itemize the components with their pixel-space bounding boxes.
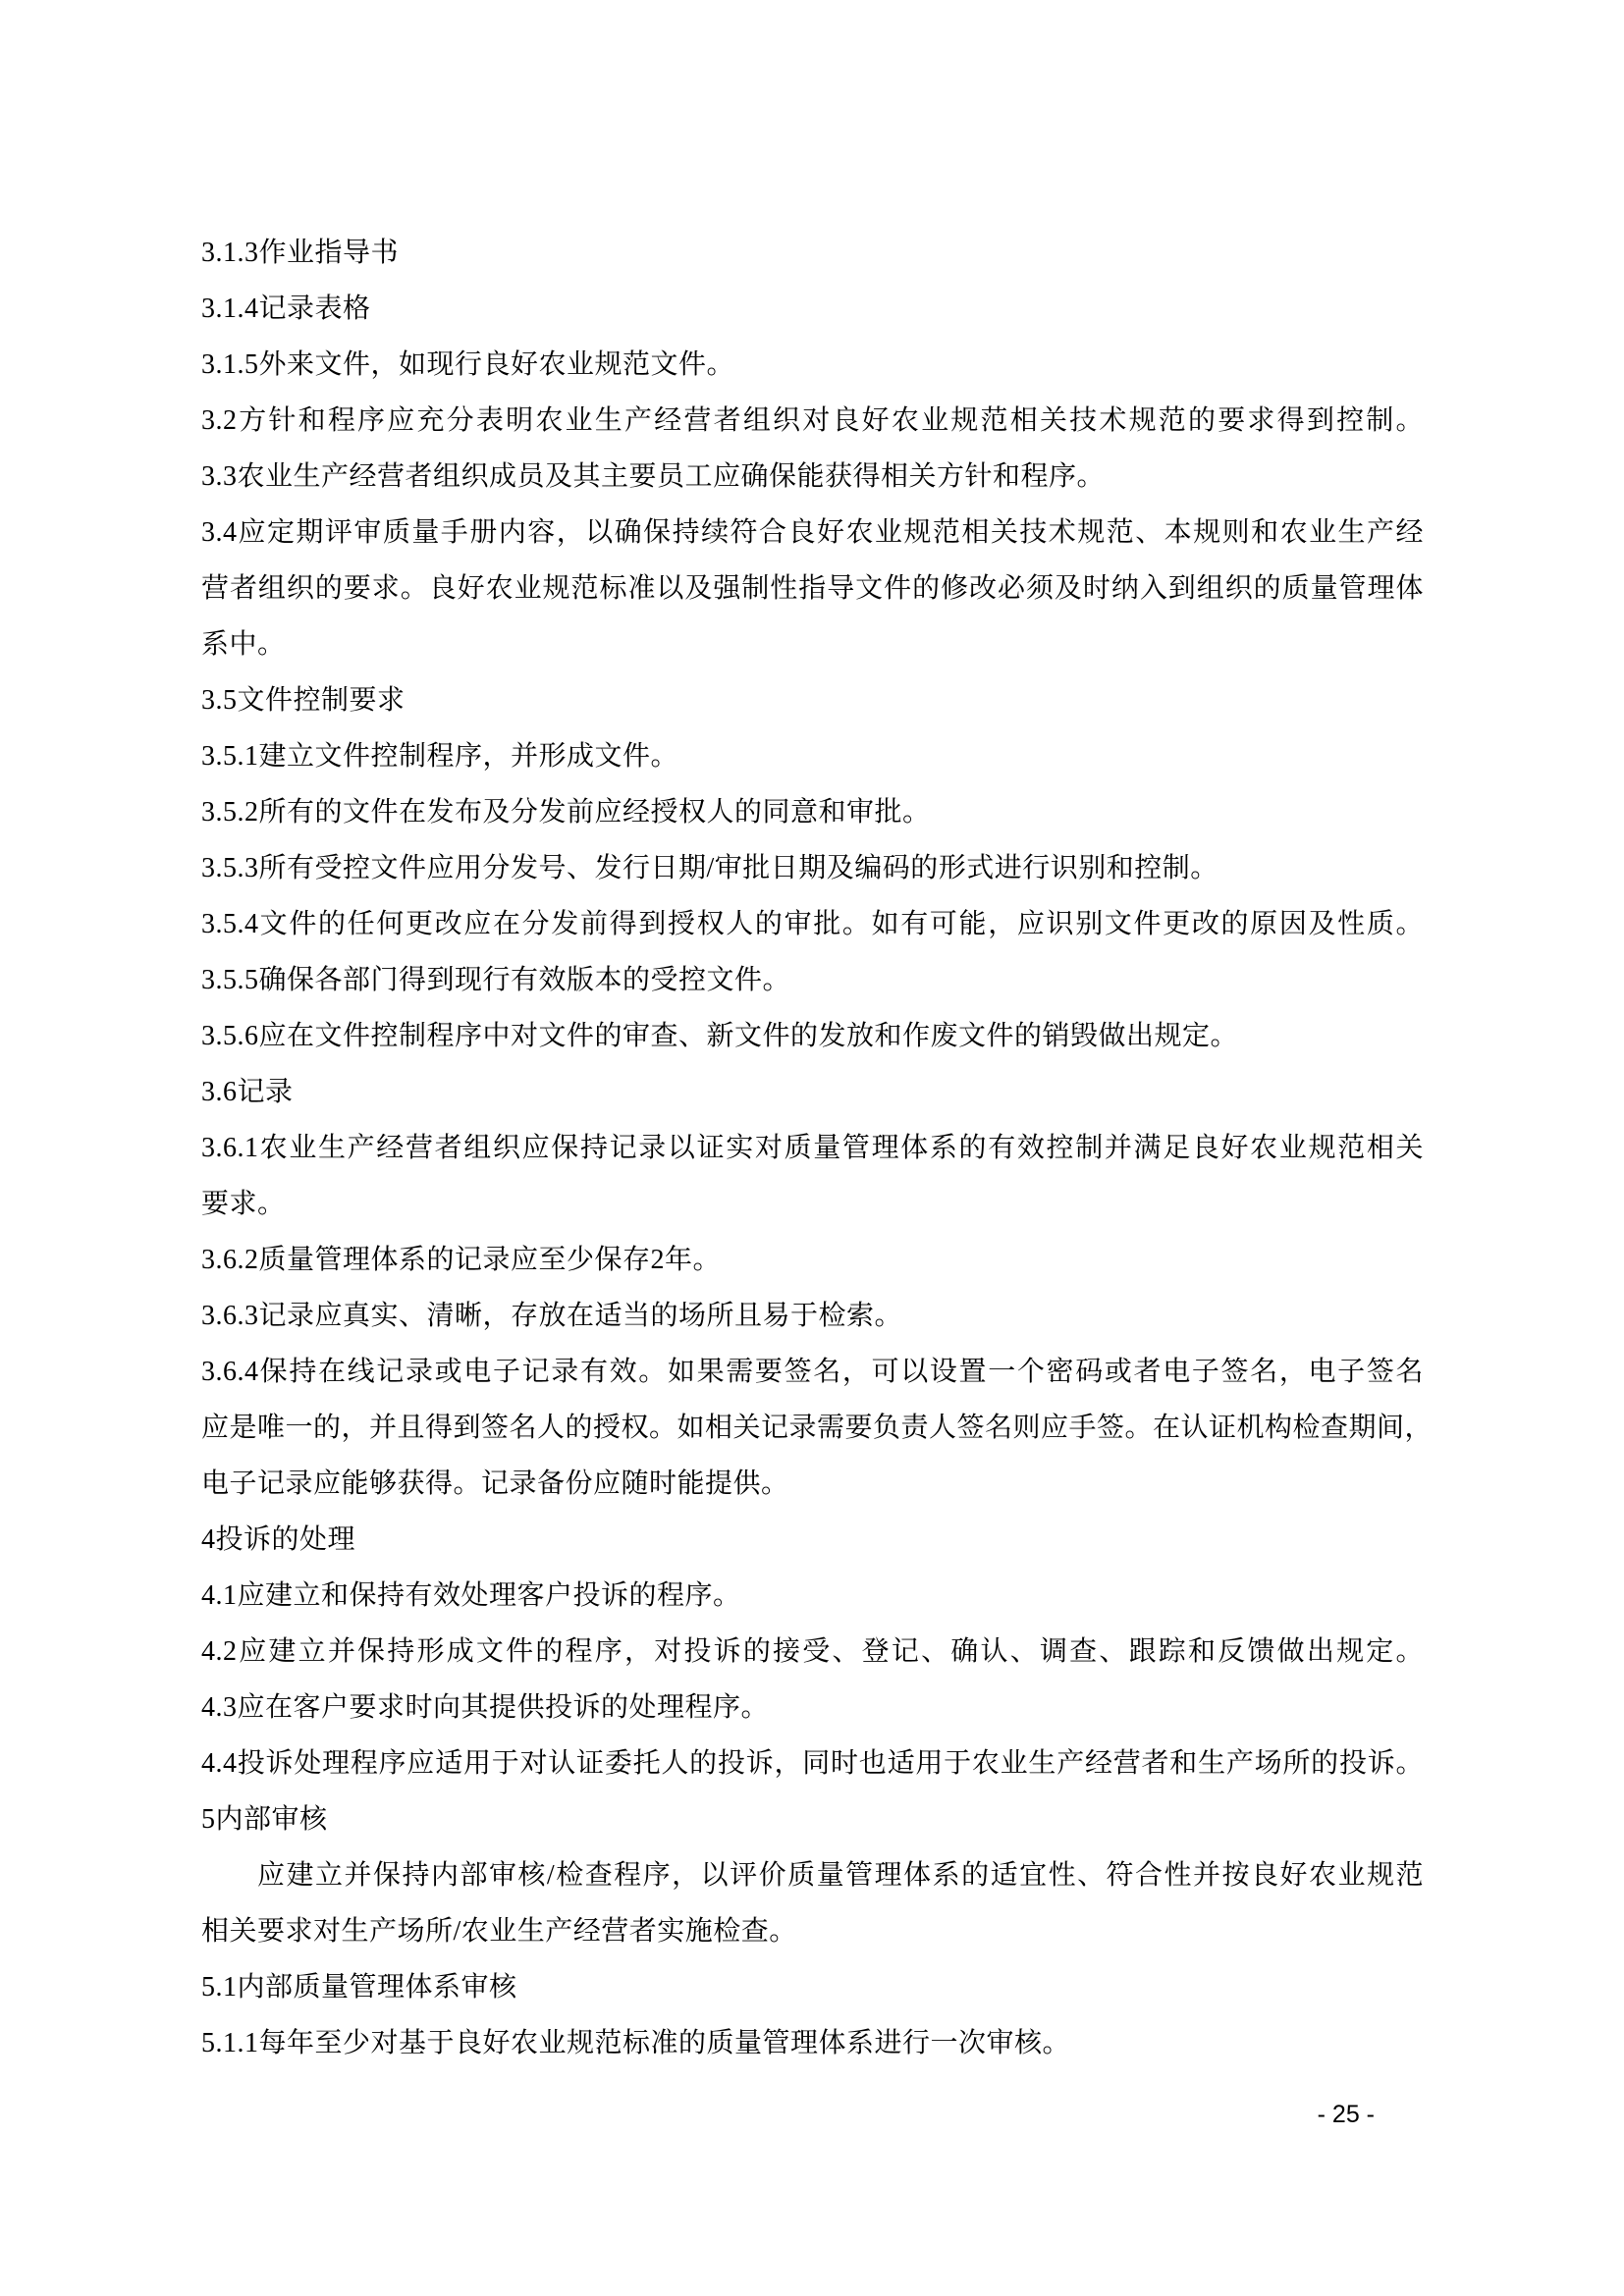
text-line: 3.6.4保持在线记录或电子记录有效。如果需要签名，可以设置一个密码或者电子签名，电子签名 bbox=[201, 1357, 1424, 1387]
text-line: 4.4投诉处理程序应适用于对认证委托人的投诉，同时也适用于农业生产经营者和生产场所的投诉。 bbox=[201, 1748, 1424, 1779]
text-line: 4投诉的处理 bbox=[201, 1524, 356, 1555]
document-body bbox=[201, 225, 1434, 2071]
text-line: 3.6.1农业生产经营者组织应保持记录以证实对质量管理体系的有效控制并满足良好农业规范相关 bbox=[201, 1133, 1424, 1163]
text-line: 3.6.3记录应真实、清晰，存放在适当的场所且易于检索。 bbox=[201, 1301, 903, 1331]
text-line: 5.1内部质量管理体系审核 bbox=[201, 1972, 517, 2002]
text-line: 3.5.6应在文件控制程序中对文件的审查、新文件的发放和作废文件的销毁做出规定。 bbox=[201, 1021, 1239, 1051]
text-line: 相关要求对生产场所/农业生产经营者实施检查。 bbox=[201, 1916, 797, 1947]
text-line: 3.1.3作业指导书 bbox=[201, 238, 400, 268]
text-line: 3.5.2所有的文件在发布及分发前应经授权人的同意和审批。 bbox=[201, 797, 931, 828]
text-line: 应建立并保持内部审核/检查程序，以评价质量管理体系的适宜性、符合性并按良好农业规范 bbox=[257, 1860, 1424, 1891]
page-number: - 25 - bbox=[1317, 2101, 1375, 2128]
text-line: 3.5.4文件的任何更改应在分发前得到授权人的审批。如有可能，应识别文件更改的原因及性质。 bbox=[201, 909, 1424, 939]
text-line: 3.4应定期评审质量手册内容，以确保持续符合良好农业规范相关技术规范、本规则和农业生产经 bbox=[201, 517, 1424, 548]
text-line: 3.5.5确保各部门得到现行有效版本的受控文件。 bbox=[201, 965, 791, 995]
text-line: 5内部审核 bbox=[201, 1804, 328, 1835]
text-line: 营者组织的要求。良好农业规范标准以及强制性指导文件的修改必须及时纳入到组织的质量管理体 bbox=[201, 573, 1424, 604]
text-line: 3.6记录 bbox=[201, 1077, 294, 1107]
text-line: 3.2方针和程序应充分表明农业生产经营者组织对良好农业规范相关技术规范的要求得到控制。 bbox=[201, 405, 1424, 436]
text-line: 5.1.1每年至少对基于良好农业规范标准的质量管理体系进行一次审核。 bbox=[201, 2028, 1071, 2058]
text-line: 3.1.4记录表格 bbox=[201, 294, 371, 324]
text-line: 要求。 bbox=[201, 1189, 286, 1219]
text-line: 3.3农业生产经营者组织成员及其主要员工应确保能获得相关方针和程序。 bbox=[201, 461, 1106, 492]
text-line: 3.5文件控制要求 bbox=[201, 685, 406, 716]
text-line: 3.6.2质量管理体系的记录应至少保存2年。 bbox=[201, 1245, 722, 1275]
text-line: 3.5.1建立文件控制程序，并形成文件。 bbox=[201, 741, 679, 772]
text-line: 4.2应建立并保持形成文件的程序，对投诉的接受、登记、确认、调查、跟踪和反馈做出规定。 bbox=[201, 1636, 1424, 1667]
text-line: 4.3应在客户要求时向其提供投诉的处理程序。 bbox=[201, 1692, 770, 1723]
text-line: 系中。 bbox=[201, 629, 286, 660]
text-line: 3.5.3所有受控文件应用分发号、发行日期/审批日期及编码的形式进行识别和控制。 bbox=[201, 853, 1218, 883]
text-line: 应是唯一的，并且得到签名人的授权。如相关记录需要负责人签名则应手签。在认证机构检查期间， bbox=[201, 1413, 1434, 1443]
text-line: 4.1应建立和保持有效处理客户投诉的程序。 bbox=[201, 1580, 741, 1611]
text-line: 3.1.5外来文件，如现行良好农业规范文件。 bbox=[201, 349, 735, 380]
text-line: 电子记录应能够获得。记录备份应随时能提供。 bbox=[201, 1468, 789, 1499]
